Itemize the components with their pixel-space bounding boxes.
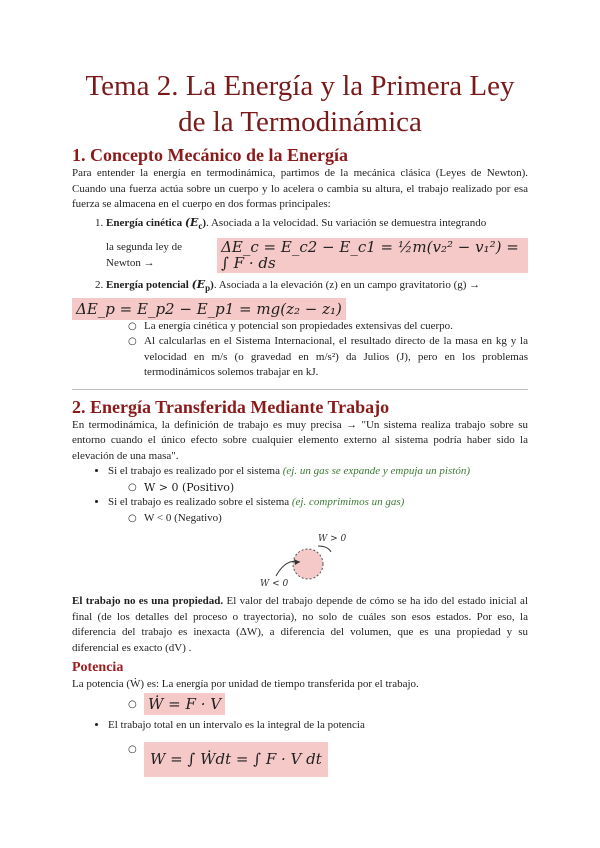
total-work-item: • El trabajo total en un intervalo es la integral de la potencia bbox=[108, 718, 528, 734]
total-work-equation: W = ∫ Ẇdt = ∫ F · V dt bbox=[144, 742, 328, 778]
diagram-label-negative: W < 0 bbox=[260, 579, 289, 590]
work-on-system-list bbox=[72, 495, 528, 511]
work-property-bold: El trabajo no es una propiedad. bbox=[72, 595, 224, 608]
negative-work-sign: ○ W < 0 (Negativo) bbox=[144, 511, 528, 527]
kinetic-energy-term: Energía cinética bbox=[106, 216, 183, 229]
positive-work-sign: ○ W > 0 (Positivo) bbox=[144, 480, 528, 496]
energy-notes-list bbox=[72, 319, 528, 381]
work-property-text: El valor del trabajo depende de cómo se ha ido del estado inicial al final (de los detalles del proceso o trayectoria), no solo de cuáles son esos estados. Por eso, la diferencia del trabajo es inexacta (ΔW), a diferencia del volumen, que es una propiedad y su diferencial es exacto (dV) . bbox=[72, 595, 528, 654]
kinetic-energy-equation: ΔE_c = E_c2 − E_c1 = ½m(v₂² − v₁²) = ∫ F · ds bbox=[217, 238, 528, 273]
section2-intro: En termodinámica, la definición de trabajo es muy precisa → "Un sistema realiza trabajo sobre su entorno cuando el único efecto sobre cualquier elemento externo al sistema podría haber sido la elevación de una masa". bbox=[72, 418, 528, 462]
energy-note-item: ○ La energía cinética y potencial son propiedades extensivas del cuerpo. bbox=[144, 319, 528, 335]
section2-heading: 2. Energía Transferida Mediante Trabajo bbox=[72, 396, 390, 417]
document-page bbox=[72, 68, 528, 777]
total-work-eq-list bbox=[72, 742, 528, 778]
power-equation: Ẇ = F · V bbox=[144, 693, 225, 715]
arrow-out-icon bbox=[318, 546, 331, 552]
potential-energy-desc: . Asociada a la elevación (z) en un campo gravitatorio (g) → bbox=[213, 279, 481, 292]
potential-energy-item bbox=[106, 277, 528, 297]
section1-heading: 1. Concepto Mecánico de la Energía bbox=[72, 145, 348, 165]
total-work-list bbox=[72, 718, 528, 734]
section-divider bbox=[72, 389, 528, 390]
work-by-system-text: Si el trabajo es realizado por el sistema bbox=[108, 465, 280, 478]
kinetic-energy-eq-line bbox=[106, 238, 528, 273]
power-heading: Potencia bbox=[72, 660, 124, 676]
work-on-system-example: (ej. comprimimos un gas) bbox=[291, 496, 405, 509]
potential-energy-term: Energía potencial bbox=[106, 279, 189, 292]
work-on-system-item bbox=[108, 495, 528, 511]
work-by-system-example: (ej. un gas se expande y empuja un pistón) bbox=[282, 465, 470, 478]
negative-work-list bbox=[72, 511, 528, 527]
power-definition: La potencia (Ẇ) es: La energía por unidad de tiempo transferida por el trabajo. bbox=[72, 678, 419, 691]
kinetic-energy-symbol: $(E_c)$ bbox=[184, 215, 207, 231]
potential-energy-equation: ΔE_p = E_p2 − E_p1 = mg(z₂ − z₁) bbox=[72, 298, 346, 320]
work-sign-list bbox=[72, 464, 528, 480]
power-eq-list bbox=[72, 694, 528, 715]
potential-energy-symbol: $(E_p)$ bbox=[191, 278, 214, 294]
section1-intro: Para entender la energía en termodinámica, partimos de la mecánica clásica (Leyes de Newton). Cuando una fuerza actúa sobre un cuerpo y lo acelera o cambia su altura, el trabajo realizado por esa fuerza se almacena en el cuerpo en dos formas principales: bbox=[72, 167, 528, 210]
kinetic-energy-desc: . Asociada a la velocidad. Su variación se demuestra integrando bbox=[206, 216, 487, 229]
total-work-eq-item bbox=[144, 742, 528, 778]
work-on-system-text: Si el trabajo es realizado sobre el sistema bbox=[108, 496, 290, 509]
work-property-paragraph bbox=[72, 594, 528, 656]
potential-eq-row bbox=[72, 300, 528, 319]
newton-law-text: la segunda ley de Newton → bbox=[106, 241, 183, 269]
energy-note-item: ○ Al calcularlas en el Sistema Internacional, el resultado directo de la masa en kg y la velocidad en m/s (o gravedad en m/s²) da Julios (J), pero en los problemas termodinámicos solemos trabajar en kJ. bbox=[144, 334, 528, 381]
system-boundary bbox=[293, 549, 323, 579]
work-sign-diagram bbox=[256, 532, 356, 590]
work-by-system-item bbox=[108, 464, 528, 480]
diagram-label-positive: W > 0 bbox=[318, 534, 347, 545]
power-eq-item bbox=[144, 694, 528, 715]
positive-work-list bbox=[72, 480, 528, 496]
document-title: Tema 2. La Energía y la Primera Ley de la Termodinámica bbox=[85, 70, 515, 138]
energy-forms-list bbox=[72, 215, 528, 297]
kinetic-energy-item bbox=[106, 215, 528, 274]
